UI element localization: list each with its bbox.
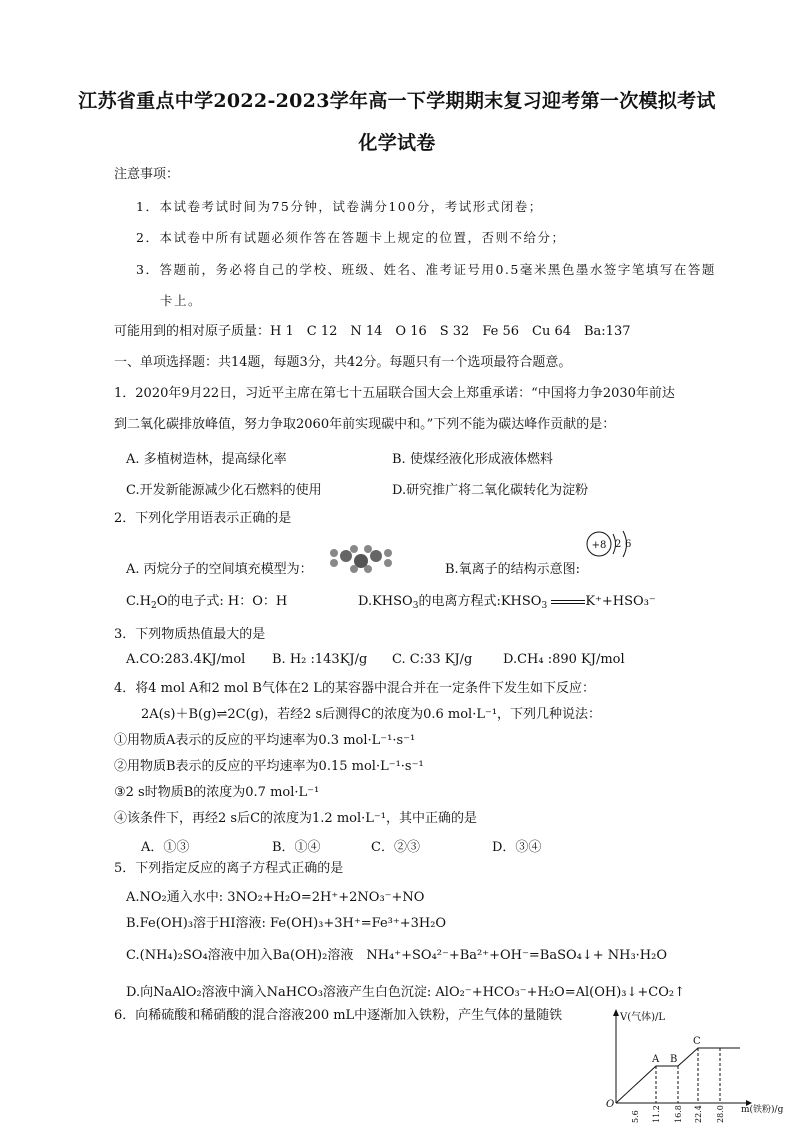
q4-option-b: B．①④ — [272, 840, 321, 855]
notice-item-1: 1．本试卷考试时间为75分钟，试卷满分100分，考试形式闭卷； — [136, 199, 543, 214]
q6-stem: 6．向稀硫酸和稀硝酸的混合溶液200 mL中逐渐加入铁粉，产生气体的量随铁 — [114, 1008, 563, 1023]
q1-option-c: C.开发新能源减少化石燃料的使用 — [126, 483, 322, 498]
q1-option-b: B. 使煤经液化形成液体燃料 — [392, 452, 553, 467]
q1-stem-a: 1．2020年9月22日，习近平主席在第七十五届联合国大会上郑重承诺：“中国将力争2030年前达 — [114, 386, 675, 401]
q4-statement-4: ④该条件下，再经2 s后C的浓度为1.2 mol·L⁻¹，其中正确的是 — [114, 811, 477, 826]
notice-item-2: 2．本试卷中所有试题必须作答在答题卡上规定的位置，否则不给分； — [136, 230, 566, 245]
q2-option-d: $D.KHSO_3$的电离方程式$:KHSO_3$ K⁺+HSO₃⁻ — [358, 594, 656, 611]
q4-statement-2: ②用物质B表示的反应的平均速率为0.15 mol·L⁻¹·s⁻¹ — [114, 759, 424, 774]
q3-stem: 3．下列物质热值最大的是 — [114, 627, 266, 642]
tick-label: 22.4 — [694, 1105, 703, 1123]
section-heading: 一、单项选择题：共14题，每题3分，共42分。每题只有一个选项最符合题意。 — [114, 355, 572, 370]
q4-option-a: A．①③ — [141, 840, 190, 855]
x-axis-label: m(铁粉)/g — [741, 1105, 784, 1115]
q1-stem-b: 到二氧化碳排放峰值，努力争取2060年前实现碳中和。”下列不能为碳达峰作贡献的是： — [114, 417, 616, 432]
q5-option-c: C.(NH₄)₂SO₄溶液中加入Ba(OH)₂溶液 NH₄⁺+SO₄²⁻+Ba²⁺+OH⁻=BaSO₄↓+ NH₃·H₂O — [126, 948, 668, 963]
y-axis-arrow — [613, 1009, 619, 1016]
exam-subtitle: 化学试卷 — [358, 132, 436, 154]
gas-volume-curve — [616, 1048, 740, 1103]
point-a-label: A — [652, 1054, 660, 1065]
q1-option-a: A. 多植树造林，提高绿化率 — [126, 452, 287, 467]
ion-shell-2: 6 — [625, 539, 632, 550]
q4-statement-1: ①用物质A表示的反应的平均速率为0.3 mol·L⁻¹·s⁻¹ — [114, 733, 416, 748]
q1-option-d: D.研究推广将二氧化碳转化为淀粉 — [392, 483, 589, 498]
tick-label: 28.0 — [716, 1105, 725, 1123]
q5-option-a: A.NO₂通入水中: 3NO₂+H₂O=2H⁺+2NO₃⁻+NO — [126, 890, 425, 905]
exam-title: 江苏省重点中学2022-2023学年高一下学期期末复习迎考第一次模拟考试 — [78, 90, 716, 112]
point-c-label: C — [693, 1036, 701, 1047]
q2-option-a: A. 丙烷分子的空间填充模型为： — [126, 562, 313, 577]
origin-label: O — [606, 1099, 615, 1110]
equals-sign — [551, 600, 585, 604]
q5-option-b: B.Fe(OH)₃溶于HI溶液: Fe(OH)₃+3H⁺=Fe³⁺+3H₂O — [126, 916, 447, 931]
q3-option-c: C. C:33 KJ/g — [392, 652, 473, 667]
q4-option-c: C．②③ — [371, 840, 420, 855]
notice-item-3: 3．答题前，务必将自己的学校、班级、姓名、准考证号用0.5毫米黑色墨水签字笔填写在答题 — [136, 262, 716, 277]
q5-option-d: D.向NaAlO₂溶液中滴入NaHCO₃溶液产生白色沉淀: AlO₂⁻+HCO₃⁻+H₂O=Al(OH)₃↓+CO₂↑ — [126, 985, 685, 1000]
y-axis-label: V(气体)/L — [620, 1012, 666, 1023]
notice-heading: 注意事项： — [114, 167, 180, 182]
q2-option-c: $C.H_2O$的电子式: H：O：H — [126, 594, 288, 611]
q3-option-d: D.CH₄ :890 KJ/mol — [503, 652, 625, 667]
q4-reaction: 2A(s)＋B(g)⇌2C(g)，若经2 s后测得C的浓度为0.6 mol·L⁻¹，下列几种说法： — [141, 707, 602, 722]
ion-shell-1: 2 — [615, 539, 622, 550]
q3-option-a: A.CO:283.4KJ/mol — [126, 652, 246, 667]
q2-stem: 2．下列化学用语表示正确的是 — [114, 511, 292, 526]
q3-option-b: B. H₂ :143KJ/g — [272, 652, 368, 667]
ion-nucleus-charge: +8 — [591, 540, 607, 551]
q4-stem: 4．将4 mol A和2 mol B气体在2 L的某容器中混合并在一定条件下发生如下反应： — [114, 681, 595, 696]
notice-item-3-cont: 卡上。 — [160, 293, 203, 308]
iron-gas-graph — [596, 1004, 794, 1123]
q5-stem: 5．下列指定反应的离子方程式正确的是 — [114, 861, 344, 876]
q4-statement-3: ③2 s时物质B的浓度为0.7 mol·L⁻¹ — [114, 785, 320, 800]
tick-label: 16.8 — [674, 1105, 683, 1123]
q2-option-b: B.氧离子的结构示意图: — [445, 562, 581, 577]
q4-option-d: D．③④ — [492, 840, 542, 855]
propane-model-image — [326, 545, 396, 577]
point-b-label: B — [670, 1054, 678, 1065]
atomic-masses: 可能用到的相对原子质量：H 1 C 12 N 14 O 16 S 32 Fe 56 Cu 64 Ba:137 — [114, 324, 631, 339]
tick-label: 11.2 — [652, 1105, 661, 1123]
tick-label: 5.6 — [631, 1110, 640, 1123]
oxide-ion-structure-diagram — [585, 528, 641, 568]
